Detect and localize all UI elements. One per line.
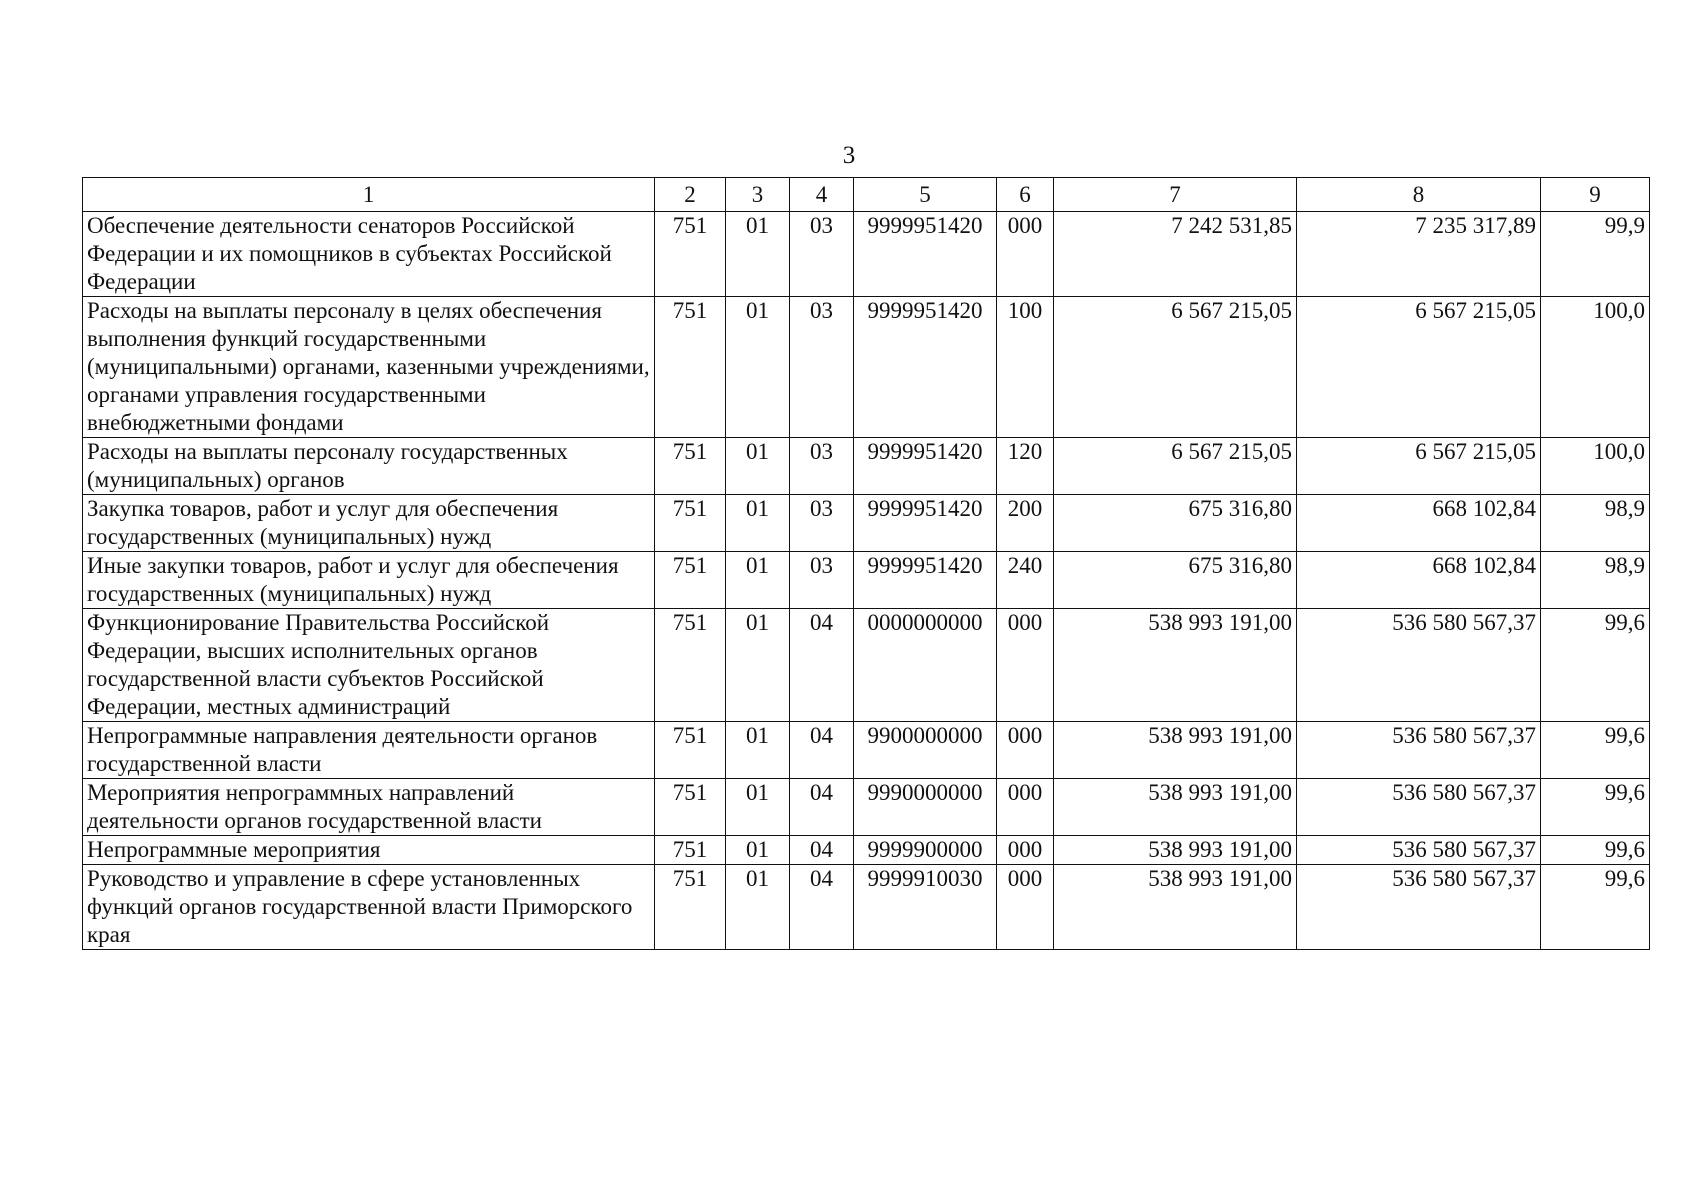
target-article-code: 9999900000 xyxy=(854,836,997,865)
approved-amount: 7 242 531,85 xyxy=(1054,212,1297,297)
approved-amount: 538 993 191,00 xyxy=(1054,779,1297,836)
table-row xyxy=(83,722,1650,779)
approved-amount: 538 993 191,00 xyxy=(1054,865,1297,950)
subsection-code: 04 xyxy=(790,836,854,865)
table-row xyxy=(83,438,1650,495)
ministry-code: 751 xyxy=(655,722,726,779)
executed-amount: 668 102,84 xyxy=(1297,552,1541,609)
subsection-code: 04 xyxy=(790,865,854,950)
approved-amount: 538 993 191,00 xyxy=(1054,722,1297,779)
execution-percent: 100,0 xyxy=(1541,438,1650,495)
expense-type-code: 000 xyxy=(997,722,1054,779)
page-number: 3 xyxy=(842,142,856,169)
subsection-code: 03 xyxy=(790,495,854,552)
execution-percent: 99,6 xyxy=(1541,779,1650,836)
table-row xyxy=(83,609,1650,722)
target-article-code: 9990000000 xyxy=(854,779,997,836)
executed-amount: 536 580 567,37 xyxy=(1297,836,1541,865)
expense-type-code: 000 xyxy=(997,609,1054,722)
section-code: 01 xyxy=(726,779,790,836)
expense-type-code: 000 xyxy=(997,212,1054,297)
row-name: Непрограммные направления деятельности органов государственной власти xyxy=(83,722,655,779)
row-name: Иные закупки товаров, работ и услуг для обеспечения государственных (муниципальных) нужд xyxy=(83,552,655,609)
execution-percent: 98,9 xyxy=(1541,495,1650,552)
subsection-code: 03 xyxy=(790,297,854,438)
row-name: Обеспечение деятельности сенаторов Российской Федерации и их помощников в субъектах Российской Федерации xyxy=(83,212,655,297)
expense-type-code: 120 xyxy=(997,438,1054,495)
subsection-code: 04 xyxy=(790,779,854,836)
approved-amount: 6 567 215,05 xyxy=(1054,297,1297,438)
ministry-code: 751 xyxy=(655,609,726,722)
section-code: 01 xyxy=(726,438,790,495)
column-header: 9 xyxy=(1541,178,1650,212)
execution-percent: 99,6 xyxy=(1541,865,1650,950)
table-row xyxy=(83,495,1650,552)
section-code: 01 xyxy=(726,865,790,950)
target-article-code: 9999951420 xyxy=(854,552,997,609)
table-row xyxy=(83,297,1650,438)
target-article-code: 9999951420 xyxy=(854,495,997,552)
subsection-code: 04 xyxy=(790,722,854,779)
approved-amount: 675 316,80 xyxy=(1054,495,1297,552)
executed-amount: 668 102,84 xyxy=(1297,495,1541,552)
ministry-code: 751 xyxy=(655,495,726,552)
target-article-code: 9999910030 xyxy=(854,865,997,950)
subsection-code: 03 xyxy=(790,438,854,495)
target-article-code: 9999951420 xyxy=(854,438,997,495)
ministry-code: 751 xyxy=(655,779,726,836)
ministry-code: 751 xyxy=(655,836,726,865)
execution-percent: 99,6 xyxy=(1541,722,1650,779)
expense-type-code: 000 xyxy=(997,836,1054,865)
execution-percent: 100,0 xyxy=(1541,297,1650,438)
executed-amount: 536 580 567,37 xyxy=(1297,865,1541,950)
expense-type-code: 240 xyxy=(997,552,1054,609)
column-header: 5 xyxy=(854,178,997,212)
section-code: 01 xyxy=(726,212,790,297)
ministry-code: 751 xyxy=(655,297,726,438)
target-article-code: 9999951420 xyxy=(854,297,997,438)
executed-amount: 536 580 567,37 xyxy=(1297,609,1541,722)
column-header: 2 xyxy=(655,178,726,212)
executed-amount: 6 567 215,05 xyxy=(1297,438,1541,495)
execution-percent: 98,9 xyxy=(1541,552,1650,609)
row-name: Расходы на выплаты персоналу в целях обеспечения выполнения функций государственными (муниципальными) органами, казенными учреждениями, органами управления государственными внебюджетными фондами xyxy=(83,297,655,438)
column-header: 3 xyxy=(726,178,790,212)
row-name: Непрограммные мероприятия xyxy=(83,836,655,865)
executed-amount: 7 235 317,89 xyxy=(1297,212,1541,297)
section-code: 01 xyxy=(726,609,790,722)
target-article-code: 9900000000 xyxy=(854,722,997,779)
ministry-code: 751 xyxy=(655,552,726,609)
subsection-code: 03 xyxy=(790,212,854,297)
subsection-code: 03 xyxy=(790,552,854,609)
section-code: 01 xyxy=(726,552,790,609)
row-name: Расходы на выплаты персоналу государственных (муниципальных) органов xyxy=(83,438,655,495)
expense-type-code: 000 xyxy=(997,865,1054,950)
table-row xyxy=(83,552,1650,609)
column-header: 4 xyxy=(790,178,854,212)
expense-type-code: 000 xyxy=(997,779,1054,836)
column-header: 6 xyxy=(997,178,1054,212)
section-code: 01 xyxy=(726,836,790,865)
executed-amount: 6 567 215,05 xyxy=(1297,297,1541,438)
executed-amount: 536 580 567,37 xyxy=(1297,779,1541,836)
column-header: 8 xyxy=(1297,178,1541,212)
section-code: 01 xyxy=(726,495,790,552)
execution-percent: 99,6 xyxy=(1541,609,1650,722)
table-row xyxy=(83,212,1650,297)
approved-amount: 675 316,80 xyxy=(1054,552,1297,609)
ministry-code: 751 xyxy=(655,212,726,297)
expense-type-code: 100 xyxy=(997,297,1054,438)
section-code: 01 xyxy=(726,297,790,438)
row-name: Функционирование Правительства Российской Федерации, высших исполнительных органов государственной власти субъектов Российской Федерации, местных администраций xyxy=(83,609,655,722)
table-row xyxy=(83,836,1650,865)
approved-amount: 538 993 191,00 xyxy=(1054,609,1297,722)
section-code: 01 xyxy=(726,722,790,779)
target-article-code: 9999951420 xyxy=(854,212,997,297)
subsection-code: 04 xyxy=(790,609,854,722)
row-name: Руководство и управление в сфере установленных функций органов государственной власти Приморского края xyxy=(83,865,655,950)
executed-amount: 536 580 567,37 xyxy=(1297,722,1541,779)
budget-table xyxy=(82,177,1650,950)
table-row xyxy=(83,779,1650,836)
approved-amount: 538 993 191,00 xyxy=(1054,836,1297,865)
column-header: 1 xyxy=(83,178,655,212)
target-article-code: 0000000000 xyxy=(854,609,997,722)
row-name: Мероприятия непрограммных направлений деятельности органов государственной власти xyxy=(83,779,655,836)
expense-type-code: 200 xyxy=(997,495,1054,552)
ministry-code: 751 xyxy=(655,438,726,495)
table-row xyxy=(83,865,1650,950)
column-header: 7 xyxy=(1054,178,1297,212)
approved-amount: 6 567 215,05 xyxy=(1054,438,1297,495)
header-row xyxy=(83,178,1650,212)
row-name: Закупка товаров, работ и услуг для обеспечения государственных (муниципальных) нужд xyxy=(83,495,655,552)
ministry-code: 751 xyxy=(655,865,726,950)
execution-percent: 99,9 xyxy=(1541,212,1650,297)
execution-percent: 99,6 xyxy=(1541,836,1650,865)
